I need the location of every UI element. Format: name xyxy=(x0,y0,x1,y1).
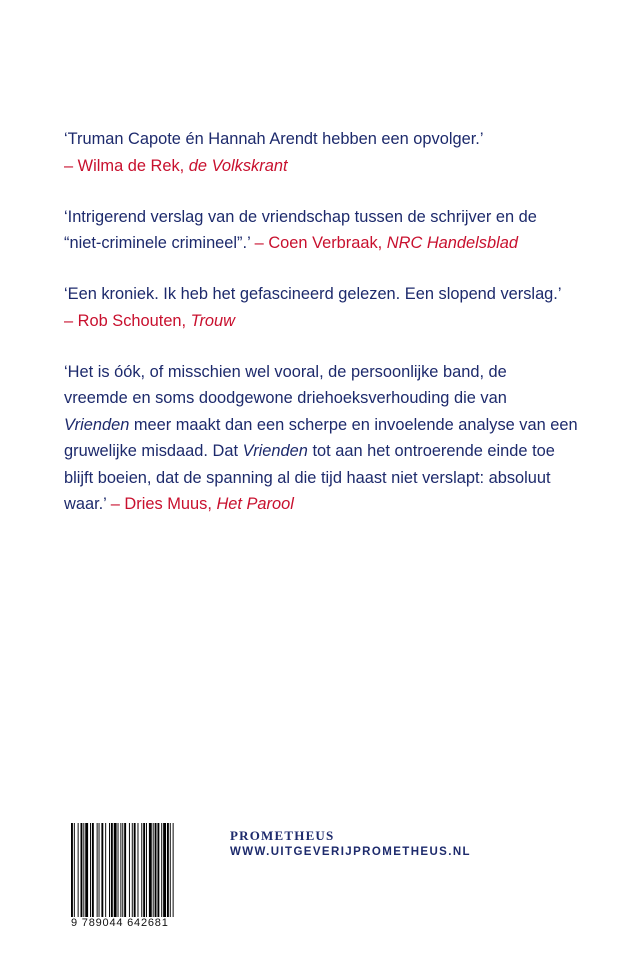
barcode-bar xyxy=(132,823,133,919)
quote-kroniek xyxy=(64,281,624,334)
barcode-bar xyxy=(143,823,145,919)
attribution-author: – Coen Verbraak, xyxy=(254,234,387,252)
barcode-bar xyxy=(157,823,159,919)
quote-parool xyxy=(64,359,624,518)
quote-line: ‘Het is óók, of misschien wel vooral, de persoonlijke band, de xyxy=(64,362,507,381)
barcode-bar xyxy=(78,823,79,919)
attribution-author: – Wilma de Rek, xyxy=(64,156,189,175)
attribution-source: NRC Handelsblad xyxy=(386,234,518,252)
barcode-bar xyxy=(90,823,91,919)
barcode-bar xyxy=(71,823,73,919)
barcode-bar xyxy=(97,823,98,919)
barcode-bar xyxy=(118,823,119,919)
barcode-bar xyxy=(83,823,84,919)
quote-line: ‘Een kroniek. Ik heb het gefascineerd gelezen. Een slopend verslag.’ xyxy=(64,285,562,303)
barcode-bar xyxy=(170,823,171,919)
quote-line: waar.’ – Dries Muus, Het Parool xyxy=(64,495,294,513)
barcode-bar xyxy=(161,823,162,919)
quote-attribution-line xyxy=(64,153,624,180)
barcode-bar xyxy=(129,823,130,919)
quote-line: ‘Truman Capote én Hannah Arendt hebben een opvolger.’ xyxy=(64,130,484,148)
barcode-bar xyxy=(167,823,169,919)
barcode-bar xyxy=(173,823,174,919)
barcode-bar xyxy=(109,823,110,919)
barcode-bar xyxy=(138,823,139,919)
quote-line: gruwelijke misdaad. Dat Vrienden tot aan het ontroerende einde toe xyxy=(64,442,555,460)
barcode-bar xyxy=(124,823,126,919)
barcode-bar xyxy=(99,823,100,919)
barcode-bar xyxy=(85,823,88,919)
barcode-bar xyxy=(163,823,166,919)
barcode-bar xyxy=(141,823,142,919)
quote-verslag xyxy=(64,204,624,257)
attribution-source: Trouw xyxy=(190,311,235,330)
book-title: Vrienden xyxy=(242,442,308,460)
barcode-bar xyxy=(122,823,123,919)
barcode-bar xyxy=(149,823,152,919)
barcode-bar xyxy=(74,823,75,919)
barcode-bars xyxy=(71,823,195,919)
barcode-bar xyxy=(81,823,83,919)
barcode-bar xyxy=(114,823,117,919)
book-title: Vrienden xyxy=(64,415,130,434)
barcode-bar xyxy=(105,823,106,919)
barcode-bar xyxy=(101,823,103,919)
quote-capote xyxy=(64,126,624,179)
barcode-bar xyxy=(92,823,94,919)
quote-line: blijft boeien, dat de spanning al die tijd haast niet verslapt: absoluut xyxy=(64,468,551,487)
review-quotes xyxy=(64,126,624,542)
barcode-bar xyxy=(134,823,136,919)
barcode-bar xyxy=(120,823,121,919)
quote-attribution-line xyxy=(64,308,624,335)
attribution-source: de Volkskrant xyxy=(188,156,288,175)
attribution-author: – Rob Schouten, xyxy=(64,311,191,330)
attribution-author: – Dries Muus, xyxy=(110,495,217,513)
quote-line: “niet-criminele crimineel”.’ – Coen Verbraak, NRC Handelsblad xyxy=(64,234,518,252)
quote-line: vreemde en soms doodgewone driehoeksverhouding die van xyxy=(64,389,507,407)
barcode-bar xyxy=(155,823,157,919)
isbn-number: 9 789044 642681 xyxy=(71,917,195,929)
barcode-bar xyxy=(146,823,147,919)
quote-line: Vrienden meer maakt dan een scherpe en invoelende analyse van een xyxy=(64,415,578,434)
publisher-logo: PROMETHEUS xyxy=(230,828,335,843)
publisher-website: WWW.UITGEVERIJPROMETHEUS.NL xyxy=(230,846,471,858)
quote-line: ‘Intrigerend verslag van de vriendschap tussen de schrijver en de xyxy=(64,207,537,226)
attribution-source: Het Parool xyxy=(216,495,294,513)
barcode-bar xyxy=(111,823,113,919)
barcode-bar xyxy=(153,823,154,919)
